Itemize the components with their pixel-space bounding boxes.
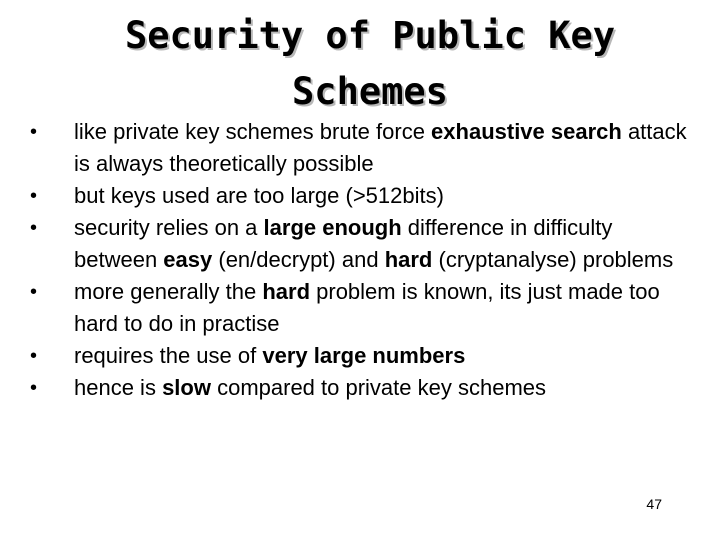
slide-title-line-1: Security of Public Key (124, 14, 616, 57)
bullet-text: problem is known, its just made too hard to do in practise (74, 279, 660, 336)
bullet-text: difference in difficulty between (74, 215, 613, 272)
bullet-dot-icon: • (30, 121, 38, 143)
bullet-text: attack is always theoretically possible (74, 119, 687, 176)
slide-title (110, 8, 630, 120)
slide-title-line-2: Schemes (292, 70, 448, 113)
bullet-emphasis: very large numbers (262, 343, 466, 368)
bullet-list (30, 116, 690, 404)
bullet-text: security relies on a (74, 215, 264, 240)
bullet-text: (cryptanalyse) problems (432, 247, 674, 272)
bullet-item (30, 180, 690, 212)
bullet-emphasis: exhaustive search (431, 119, 622, 144)
bullet-text: like private key schemes brute force (74, 119, 432, 144)
bullet-emphasis: hard (262, 279, 311, 304)
bullet-dot-icon: • (30, 281, 38, 303)
bullet-text: (en/decrypt) and (212, 247, 385, 272)
bullet-emphasis: large enough (263, 215, 402, 240)
bullet-emphasis: hard (384, 247, 433, 272)
bullet-text: hence is (74, 375, 163, 400)
bullet-text: compared to private key schemes (210, 375, 547, 400)
bullet-dot-icon: • (30, 377, 38, 399)
bullet-text: but keys used are too large (>512bits) (74, 183, 444, 208)
bullet-item (30, 212, 690, 276)
bullet-dot-icon: • (30, 217, 38, 239)
bullet-item (30, 340, 690, 372)
bullet-text: requires the use of (74, 343, 263, 368)
page-number: 47 (646, 496, 662, 512)
bullet-item (30, 116, 690, 180)
bullet-emphasis: easy (163, 247, 213, 272)
bullet-item (30, 276, 690, 340)
bullet-emphasis: slow (162, 375, 211, 400)
bullet-item (30, 372, 690, 404)
bullet-text: more generally the (74, 279, 263, 304)
bullet-dot-icon: • (30, 185, 38, 207)
bullet-dot-icon: • (30, 345, 38, 367)
